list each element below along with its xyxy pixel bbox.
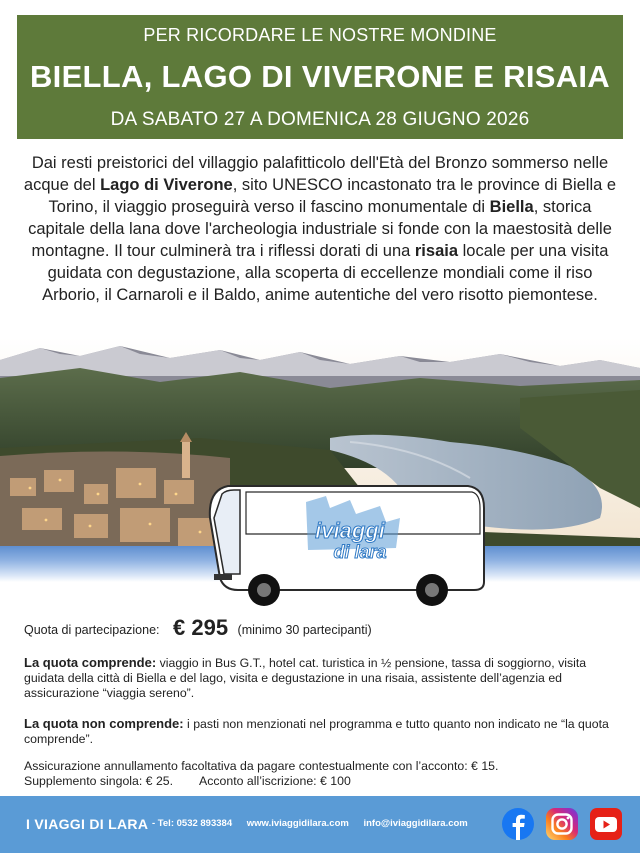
- logo-text-line2: di lara: [333, 542, 387, 562]
- bus-wheel-front: [248, 574, 280, 606]
- includes-paragraph: [24, 655, 624, 701]
- insurance-text: Assicurazione annullamento facoltativa da pagare contestualmente con l’acconto: € 15.: [24, 759, 499, 773]
- pre-title: PER RICORDARE LE NOSTRE MONDINE: [143, 25, 497, 45]
- intro-highlight-lake: Lago di Viverone: [100, 176, 233, 194]
- footer-website-link[interactable]: www.iviaggidilara.com: [246, 818, 349, 829]
- price-row: [24, 614, 372, 640]
- intro-highlight-risaia: risaia: [414, 242, 459, 260]
- logo-text-line1: iviaggi: [315, 518, 385, 543]
- intro-highlight-biella: Biella: [489, 198, 534, 216]
- intro-text: , sito UNESCO incastonato tra le province di Biella e Torino, il viaggio proseguirà verso il fascino monumentale di: [48, 176, 617, 216]
- footer: [0, 796, 640, 853]
- price-minimum: (minimo 30 partecipanti): [237, 623, 372, 637]
- instagram-icon[interactable]: [545, 807, 579, 841]
- bus-illustration: [200, 478, 490, 610]
- includes-text: viaggio in Bus G.T., hotel cat. turistica in ½ pensione, tassa di soggiorno, visita guidata della città di Biella e del lago, visita e degustazione in una risaia, assistente dell’agenzia ed assicurazione “viaggia sereno”.: [24, 656, 587, 700]
- trip-dates: DA SABATO 27 A DOMENICA 28 GIUGNO 2026: [110, 109, 530, 130]
- intro-text: locale per una visita guidata con degustazione, alla scoperta di eccellenze mondiali come il riso Arborio, il Carnaroli e il Baldo, anime autentiche del vero risotto piemontese.: [42, 242, 609, 304]
- facebook-icon[interactable]: [501, 807, 535, 841]
- intro-text: Dai resti preistorici del villaggio palafitticolo dell'Età del Bronzo sommerso nelle acque del: [23, 154, 609, 194]
- single-supplement-text: Supplemento singola: € 25.: [24, 774, 174, 788]
- footer-email-link[interactable]: info@iviaggidilara.com: [363, 818, 468, 829]
- includes-label: La quota comprende:: [24, 655, 157, 670]
- extras-paragraph: [24, 759, 624, 789]
- intro-text: , storica capitale della lana dove l'archeologia industriale si fonde con la maestosità delle montagne. Il tour culminerà tra i riflessi dorati di una: [28, 198, 612, 260]
- page-title: BIELLA, LAGO DI VIVERONE E RISAIA: [29, 59, 610, 94]
- intro-paragraph: [22, 152, 618, 306]
- footer-brand: I VIAGGI DI LARA: [26, 816, 149, 832]
- footer-phone: - Tel: 0532 893384: [152, 818, 233, 829]
- price-label: Quota di partecipazione:: [24, 623, 160, 637]
- bus-wheel-rear: [416, 574, 448, 606]
- excludes-paragraph: [24, 716, 624, 747]
- price-value: € 295: [173, 615, 229, 640]
- footer-contacts: [152, 818, 480, 829]
- deposit-text: Acconto all’iscrizione: € 100: [199, 774, 351, 788]
- excludes-label: La quota non comprende:: [24, 716, 184, 731]
- excludes-text: i pasti non menzionati nel programma e tutto quanto non indicato ne “la quota comprende”.: [24, 717, 609, 746]
- title-banner: [17, 15, 623, 139]
- youtube-icon[interactable]: [589, 807, 623, 841]
